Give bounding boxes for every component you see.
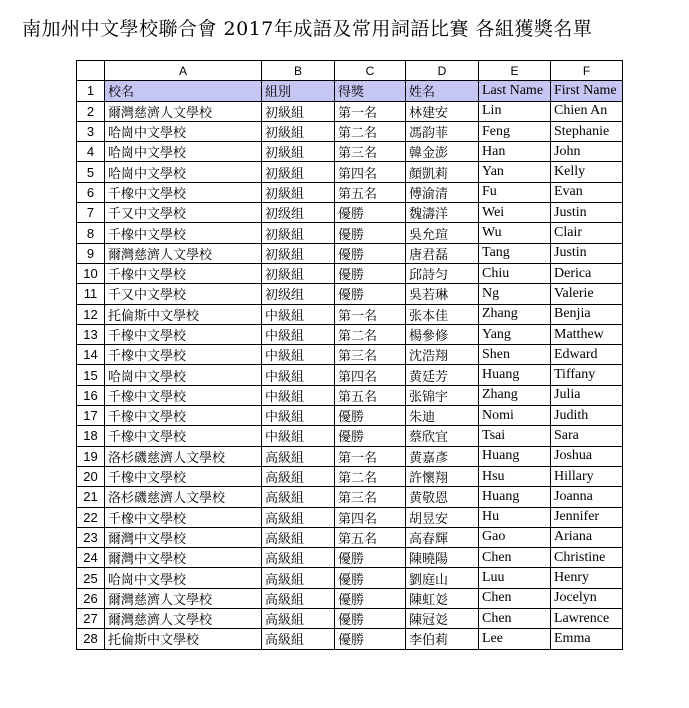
table-row — [77, 548, 623, 568]
row-number[interactable]: 27 — [77, 609, 105, 629]
cell-first-name[interactable]: Emma — [551, 629, 623, 649]
cell-award[interactable]: 第四名 — [335, 365, 406, 385]
table-row — [77, 182, 623, 202]
table-row — [77, 507, 623, 527]
row-number[interactable]: 18 — [77, 426, 105, 446]
cell-name[interactable]: 高春輝 — [406, 527, 479, 547]
cell-first-name[interactable]: Joshua — [551, 446, 623, 466]
table-row — [77, 263, 623, 283]
cell-name[interactable]: 张锦宇 — [406, 385, 479, 405]
cell-award[interactable]: 第一名 — [335, 304, 406, 324]
row-number[interactable]: 17 — [77, 406, 105, 426]
cell-award[interactable]: 第五名 — [335, 385, 406, 405]
table-row — [77, 426, 623, 446]
cell-award[interactable]: 第二名 — [335, 324, 406, 344]
table-row — [77, 345, 623, 365]
cell-name[interactable]: 黄嘉彥 — [406, 446, 479, 466]
header-first-name[interactable]: First Name — [551, 81, 623, 101]
cell-school[interactable]: 千橡中文學校 — [105, 466, 262, 486]
table-row — [77, 466, 623, 486]
cell-last-name[interactable]: Chiu — [479, 263, 551, 283]
cell-school[interactable]: 爾灣慈濟人文學校 — [105, 588, 262, 608]
cell-name[interactable]: 吳若琳 — [406, 284, 479, 304]
cell-award[interactable]: 第四名 — [335, 162, 406, 182]
column-header-f[interactable]: F — [551, 61, 623, 81]
cell-name[interactable]: 顏凱莉 — [406, 162, 479, 182]
cell-group[interactable]: 初級組 — [262, 263, 335, 283]
cell-first-name[interactable]: Justin — [551, 203, 623, 223]
cell-group[interactable]: 高級組 — [262, 568, 335, 588]
cell-group[interactable]: 高級組 — [262, 507, 335, 527]
cell-group[interactable]: 中級組 — [262, 324, 335, 344]
table-row — [77, 223, 623, 243]
corner-cell[interactable] — [77, 61, 105, 81]
cell-award[interactable]: 第二名 — [335, 466, 406, 486]
cell-last-name[interactable]: Han — [479, 142, 551, 162]
cell-award[interactable]: 優勝 — [335, 548, 406, 568]
cell-group[interactable]: 初級組 — [262, 182, 335, 202]
cell-group[interactable]: 高級組 — [262, 609, 335, 629]
row-number[interactable]: 4 — [77, 142, 105, 162]
column-header-c[interactable]: C — [335, 61, 406, 81]
table-row — [77, 385, 623, 405]
cell-name[interactable]: 李伯莉 — [406, 629, 479, 649]
table-row — [77, 162, 623, 182]
cell-group[interactable]: 高級組 — [262, 588, 335, 608]
cell-name[interactable]: 韓金澎 — [406, 142, 479, 162]
cell-school[interactable]: 千橡中文學校 — [105, 385, 262, 405]
cell-school[interactable]: 托倫斯中文學校 — [105, 629, 262, 649]
cell-last-name[interactable]: Chen — [479, 609, 551, 629]
column-header-d[interactable]: D — [406, 61, 479, 81]
table-row — [77, 142, 623, 162]
cell-last-name[interactable]: Chen — [479, 548, 551, 568]
cell-award[interactable]: 第四名 — [335, 507, 406, 527]
table-row — [77, 446, 623, 466]
cell-name[interactable]: 黄敬恩 — [406, 487, 479, 507]
cell-first-name[interactable]: Hillary — [551, 466, 623, 486]
cell-award[interactable]: 優勝 — [335, 263, 406, 283]
cell-name[interactable]: 邱詩匀 — [406, 263, 479, 283]
cell-school[interactable]: 洛杉磯慈濟人文學校 — [105, 487, 262, 507]
row-number[interactable]: 8 — [77, 223, 105, 243]
cell-first-name[interactable]: Valerie — [551, 284, 623, 304]
cell-group[interactable]: 高級組 — [262, 527, 335, 547]
row-number[interactable]: 14 — [77, 345, 105, 365]
row-number[interactable]: 12 — [77, 304, 105, 324]
row-number[interactable]: 6 — [77, 182, 105, 202]
table-row — [77, 324, 623, 344]
cell-first-name[interactable]: Evan — [551, 182, 623, 202]
column-header-a[interactable]: A — [105, 61, 262, 81]
cell-school[interactable]: 千橡中文學校 — [105, 324, 262, 344]
row-number[interactable]: 13 — [77, 324, 105, 344]
cell-name[interactable]: 沈浩翔 — [406, 345, 479, 365]
cell-last-name[interactable]: Lee — [479, 629, 551, 649]
cell-name[interactable]: 陳曉陽 — [406, 548, 479, 568]
cell-award[interactable]: 第一名 — [335, 446, 406, 466]
cell-group[interactable]: 中級組 — [262, 304, 335, 324]
cell-award[interactable]: 優勝 — [335, 284, 406, 304]
cell-school[interactable]: 爾灣中文學校 — [105, 548, 262, 568]
table-row — [77, 588, 623, 608]
cell-school[interactable]: 托倫斯中文學校 — [105, 304, 262, 324]
cell-first-name[interactable]: Joanna — [551, 487, 623, 507]
cell-award[interactable]: 第三名 — [335, 487, 406, 507]
row-number[interactable]: 28 — [77, 629, 105, 649]
header-school[interactable]: 校名 — [105, 81, 262, 101]
cell-name[interactable]: 許懷翔 — [406, 466, 479, 486]
cell-award[interactable]: 第一名 — [335, 101, 406, 121]
cell-award[interactable]: 優勝 — [335, 243, 406, 263]
cell-last-name[interactable]: Luu — [479, 568, 551, 588]
row-number[interactable]: 20 — [77, 466, 105, 486]
cell-last-name[interactable]: Tang — [479, 243, 551, 263]
cell-last-name[interactable]: Feng — [479, 121, 551, 141]
row-number[interactable]: 15 — [77, 365, 105, 385]
cell-group[interactable]: 中級組 — [262, 385, 335, 405]
cell-last-name[interactable]: Ng — [479, 284, 551, 304]
table-row — [77, 203, 623, 223]
cell-group[interactable]: 中級組 — [262, 426, 335, 446]
cell-name[interactable]: 吳允瑄 — [406, 223, 479, 243]
table-row — [77, 284, 623, 304]
table-row — [77, 609, 623, 629]
cell-award[interactable]: 第三名 — [335, 345, 406, 365]
column-header-e[interactable]: E — [479, 61, 551, 81]
row-number[interactable]: 25 — [77, 568, 105, 588]
row-number[interactable]: 9 — [77, 243, 105, 263]
cell-last-name[interactable]: Yan — [479, 162, 551, 182]
cell-name[interactable]: 唐君磊 — [406, 243, 479, 263]
cell-first-name[interactable]: Benjia — [551, 304, 623, 324]
cell-first-name[interactable]: Lawrence — [551, 609, 623, 629]
cell-first-name[interactable]: Stephanie — [551, 121, 623, 141]
cell-award[interactable]: 優勝 — [335, 588, 406, 608]
cell-name[interactable]: 胡昱安 — [406, 507, 479, 527]
cell-group[interactable]: 初級組 — [262, 243, 335, 263]
row-number[interactable]: 26 — [77, 588, 105, 608]
cell-name[interactable]: 馮韵菲 — [406, 121, 479, 141]
cell-group[interactable]: 初级组 — [262, 284, 335, 304]
cell-school[interactable]: 哈崗中文學校 — [105, 568, 262, 588]
cell-group[interactable]: 初級組 — [262, 101, 335, 121]
cell-award[interactable]: 第二名 — [335, 121, 406, 141]
cell-school[interactable]: 千橡中文學校 — [105, 182, 262, 202]
cell-first-name[interactable]: Chien An — [551, 101, 623, 121]
table-row — [77, 568, 623, 588]
cell-first-name[interactable]: Tiffany — [551, 365, 623, 385]
row-number[interactable]: 3 — [77, 121, 105, 141]
cell-school[interactable]: 爾灣慈濟人文學校 — [105, 101, 262, 121]
cell-school[interactable]: 哈崗中文學校 — [105, 142, 262, 162]
cell-school[interactable]: 哈崗中文學校 — [105, 365, 262, 385]
cell-school[interactable]: 哈崗中文學校 — [105, 121, 262, 141]
cell-first-name[interactable]: Jennifer — [551, 507, 623, 527]
cell-name[interactable]: 张本佳 — [406, 304, 479, 324]
cell-first-name[interactable]: Derica — [551, 263, 623, 283]
cell-school[interactable]: 千又中文學校 — [105, 284, 262, 304]
row-number[interactable]: 23 — [77, 527, 105, 547]
cell-award[interactable]: 第五名 — [335, 182, 406, 202]
cell-school[interactable]: 千橡中文學校 — [105, 507, 262, 527]
table-row — [77, 487, 623, 507]
cell-last-name[interactable]: Zhang — [479, 385, 551, 405]
cell-school[interactable]: 千橡中文學校 — [105, 223, 262, 243]
row-number[interactable]: 5 — [77, 162, 105, 182]
cell-first-name[interactable]: Matthew — [551, 324, 623, 344]
cell-last-name[interactable]: Hsu — [479, 466, 551, 486]
cell-award[interactable]: 優勝 — [335, 223, 406, 243]
cell-last-name[interactable]: Wu — [479, 223, 551, 243]
cell-last-name[interactable]: Huang — [479, 487, 551, 507]
cell-award[interactable]: 優勝 — [335, 426, 406, 446]
row-number[interactable]: 19 — [77, 446, 105, 466]
cell-group[interactable]: 初级组 — [262, 203, 335, 223]
row-number[interactable]: 10 — [77, 263, 105, 283]
column-header-b[interactable]: B — [262, 61, 335, 81]
cell-award[interactable]: 優勝 — [335, 203, 406, 223]
cell-last-name[interactable]: Wei — [479, 203, 551, 223]
table-row — [77, 527, 623, 547]
cell-first-name[interactable]: Christine — [551, 548, 623, 568]
table-row — [77, 406, 623, 426]
table-row — [77, 304, 623, 324]
cell-group[interactable]: 初級組 — [262, 121, 335, 141]
cell-group[interactable]: 初級組 — [262, 223, 335, 243]
row-number[interactable]: 22 — [77, 507, 105, 527]
cell-last-name[interactable]: Hu — [479, 507, 551, 527]
header-award[interactable]: 得獎 — [335, 81, 406, 101]
cell-first-name[interactable]: Ariana — [551, 527, 623, 547]
cell-name[interactable]: 朱迪 — [406, 406, 479, 426]
row-number[interactable]: 16 — [77, 385, 105, 405]
row-number[interactable]: 7 — [77, 203, 105, 223]
cell-name[interactable]: 黄廷芳 — [406, 365, 479, 385]
cell-last-name[interactable]: Fu — [479, 182, 551, 202]
cell-school[interactable]: 哈崗中文學校 — [105, 162, 262, 182]
cell-award[interactable]: 第五名 — [335, 527, 406, 547]
cell-school[interactable]: 千橡中文學校 — [105, 345, 262, 365]
cell-group[interactable]: 高級組 — [262, 487, 335, 507]
cell-school[interactable]: 洛杉磯慈濟人文學校 — [105, 446, 262, 466]
cell-name[interactable]: 楊參修 — [406, 324, 479, 344]
cell-award[interactable]: 優勝 — [335, 609, 406, 629]
cell-first-name[interactable]: Jocelyn — [551, 588, 623, 608]
row-number[interactable]: 1 — [77, 81, 105, 101]
page-title: 南加州中文學校聯合會 2017年成語及常用詞語比賽 各組獲獎名單 — [22, 18, 593, 40]
cell-school[interactable]: 爾灣中文學校 — [105, 527, 262, 547]
cell-group[interactable]: 高級組 — [262, 548, 335, 568]
cell-school[interactable]: 千橡中文學校 — [105, 263, 262, 283]
header-group[interactable]: 組別 — [262, 81, 335, 101]
cell-first-name[interactable]: Kelly — [551, 162, 623, 182]
cell-name[interactable]: 蔡欣宜 — [406, 426, 479, 446]
cell-group[interactable]: 高級組 — [262, 466, 335, 486]
cell-school[interactable]: 千橡中文學校 — [105, 406, 262, 426]
row-number[interactable]: 11 — [77, 284, 105, 304]
cell-school[interactable]: 千橡中文學校 — [105, 426, 262, 446]
cell-group[interactable]: 高級組 — [262, 629, 335, 649]
cell-first-name[interactable]: Sara — [551, 426, 623, 446]
cell-first-name[interactable]: Judith — [551, 406, 623, 426]
cell-last-name[interactable]: Tsai — [479, 426, 551, 446]
cell-first-name[interactable]: Justin — [551, 243, 623, 263]
column-letter-row — [77, 61, 623, 81]
cell-first-name[interactable]: Edward — [551, 345, 623, 365]
cell-group[interactable]: 中級組 — [262, 365, 335, 385]
cell-name[interactable]: 陳冠彣 — [406, 609, 479, 629]
cell-first-name[interactable]: Henry — [551, 568, 623, 588]
cell-award[interactable]: 優勝 — [335, 568, 406, 588]
row-number[interactable]: 24 — [77, 548, 105, 568]
cell-name[interactable]: 劉庭山 — [406, 568, 479, 588]
cell-award[interactable]: 優勝 — [335, 406, 406, 426]
table-row — [77, 101, 623, 121]
cell-last-name[interactable]: Gao — [479, 527, 551, 547]
cell-group[interactable]: 中級組 — [262, 406, 335, 426]
cell-school[interactable]: 爾灣慈濟人文學校 — [105, 609, 262, 629]
cell-last-name[interactable]: Zhang — [479, 304, 551, 324]
row-number[interactable]: 21 — [77, 487, 105, 507]
cell-last-name[interactable]: Nomi — [479, 406, 551, 426]
table-row — [77, 629, 623, 649]
cell-group[interactable]: 初級組 — [262, 162, 335, 182]
cell-name[interactable]: 陳虹彣 — [406, 588, 479, 608]
cell-name[interactable]: 林建安 — [406, 101, 479, 121]
header-row — [77, 81, 623, 101]
cell-first-name[interactable]: Clair — [551, 223, 623, 243]
cell-award[interactable]: 第三名 — [335, 142, 406, 162]
cell-group[interactable]: 初級組 — [262, 142, 335, 162]
cell-school[interactable]: 爾灣慈濟人文學校 — [105, 243, 262, 263]
cell-name[interactable]: 魏濤洋 — [406, 203, 479, 223]
header-name[interactable]: 姓名 — [406, 81, 479, 101]
cell-group[interactable]: 高級組 — [262, 446, 335, 466]
cell-first-name[interactable]: John — [551, 142, 623, 162]
table-row — [77, 365, 623, 385]
cell-last-name[interactable]: Shen — [479, 345, 551, 365]
cell-name[interactable]: 傅渝清 — [406, 182, 479, 202]
cell-last-name[interactable]: Yang — [479, 324, 551, 344]
cell-group[interactable]: 中級組 — [262, 345, 335, 365]
cell-last-name[interactable]: Huang — [479, 365, 551, 385]
cell-school[interactable]: 千又中文學校 — [105, 203, 262, 223]
spreadsheet-table — [76, 60, 623, 650]
table-row — [77, 121, 623, 141]
cell-last-name[interactable]: Lin — [479, 101, 551, 121]
row-number[interactable]: 2 — [77, 101, 105, 121]
cell-last-name[interactable]: Chen — [479, 588, 551, 608]
table-row — [77, 243, 623, 263]
cell-award[interactable]: 優勝 — [335, 629, 406, 649]
cell-last-name[interactable]: Huang — [479, 446, 551, 466]
cell-first-name[interactable]: Julia — [551, 385, 623, 405]
header-last-name[interactable]: Last Name — [479, 81, 551, 101]
